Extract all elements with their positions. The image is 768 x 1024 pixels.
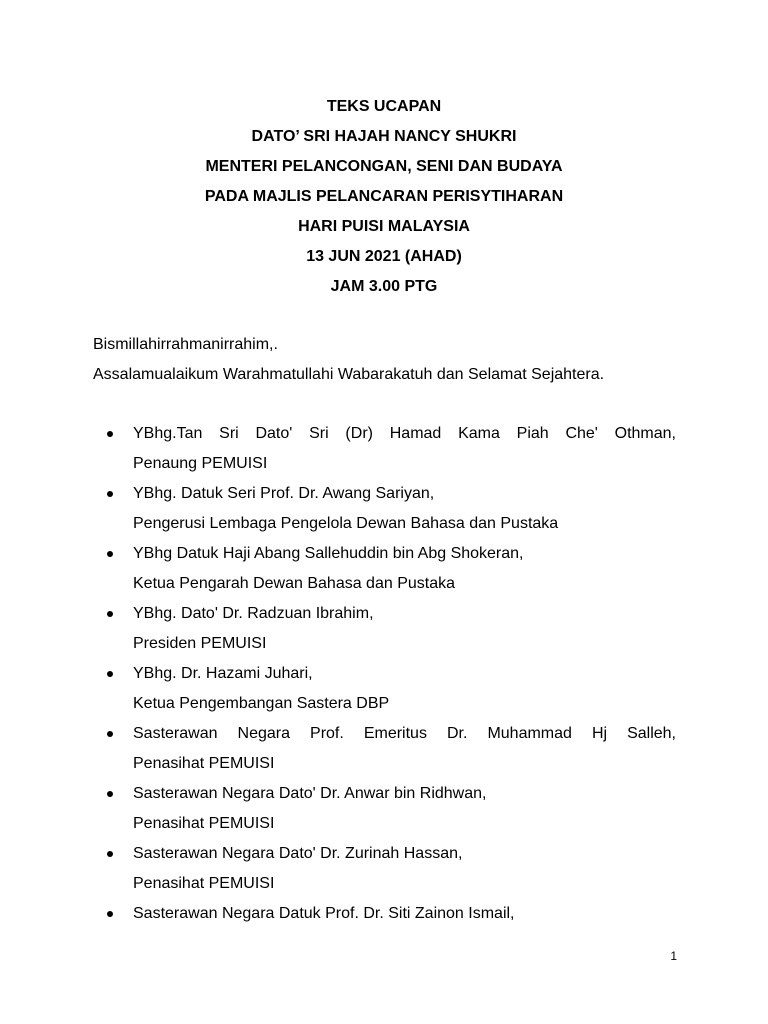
heading-ministry: MENTERI PELANCONGAN, SENI DAN BUDAYA — [205, 158, 563, 175]
list-item — [0, 539, 676, 599]
guest-name: YBhg Datuk Haji Abang Sallehuddin bin Abg Shokeran, — [133, 545, 524, 562]
opening-line: Bismillahirrahmanirrahim,. — [93, 336, 278, 353]
guest-role: Ketua Pengembangan Sastera DBP — [133, 695, 390, 712]
list-item — [0, 839, 676, 899]
guest-role: Presiden PEMUISI — [133, 635, 267, 652]
guest-role: Penasihat PEMUISI — [133, 755, 275, 772]
heading-event: PADA MAJLIS PELANCARAN PERISYTIHARAN — [204, 188, 564, 205]
bullet-icon — [107, 731, 113, 737]
guest-name: YBhg. Dato' Dr. Radzuan Ibrahim, — [133, 605, 374, 622]
bullet-icon — [107, 491, 113, 497]
list-item — [0, 419, 676, 479]
heading-time: JAM 3.00 PTG — [330, 278, 438, 295]
greeting-block — [93, 330, 683, 390]
bullet-icon — [107, 431, 113, 437]
guest-name: Sasterawan Negara Prof. Emeritus Dr. Muhammad Hj Salleh, — [133, 725, 676, 742]
guest-list — [0, 419, 676, 959]
bullet-icon — [107, 791, 113, 797]
guest-role: Penasihat PEMUISI — [133, 815, 275, 832]
guest-role: Ketua Pengarah Dewan Bahasa dan Pustaka — [133, 575, 456, 592]
guest-role: Penasihat PEMUISI — [133, 875, 275, 892]
list-item — [0, 599, 676, 659]
bullet-icon — [107, 671, 113, 677]
guest-name: YBhg. Dr. Hazami Juhari, — [133, 665, 313, 682]
page-number: 1 — [670, 949, 677, 963]
bullet-icon — [107, 851, 113, 857]
guest-name: Sasterawan Negara Dato' Dr. Zurinah Hassan, — [133, 845, 463, 862]
guest-role: Penaung PEMUISI — [133, 455, 268, 472]
list-item — [0, 479, 676, 539]
salutation-line: Assalamualaikum Warahmatullahi Wabarakatuh dan Selamat Sejahtera. — [93, 366, 605, 383]
guest-name: YBhg.Tan Sri Dato' Sri (Dr) Hamad Kama Piah Che' Othman, — [133, 425, 676, 442]
bullet-icon — [107, 911, 113, 917]
list-item — [0, 899, 676, 959]
guest-name: Sasterawan Negara Datuk Prof. Dr. Siti Zainon Ismail, — [133, 905, 515, 922]
list-item — [0, 779, 676, 839]
guest-name: YBhg. Datuk Seri Prof. Dr. Awang Sariyan, — [133, 485, 435, 502]
speech-heading — [0, 92, 768, 302]
heading-event-name: HARI PUISI MALAYSIA — [298, 218, 470, 235]
guest-role: Pengerusi Lembaga Pengelola Dewan Bahasa dan Pustaka — [133, 515, 559, 532]
list-item — [0, 659, 676, 719]
list-item — [0, 719, 676, 779]
heading-date: 13 JUN 2021 (AHAD) — [306, 248, 462, 265]
heading-title: TEKS UCAPAN — [326, 98, 442, 115]
bullet-icon — [107, 551, 113, 557]
guest-name: Sasterawan Negara Dato' Dr. Anwar bin Ridhwan, — [133, 785, 487, 802]
heading-speaker: DATO’ SRI HAJAH NANCY SHUKRI — [251, 128, 517, 145]
bullet-icon — [107, 611, 113, 617]
